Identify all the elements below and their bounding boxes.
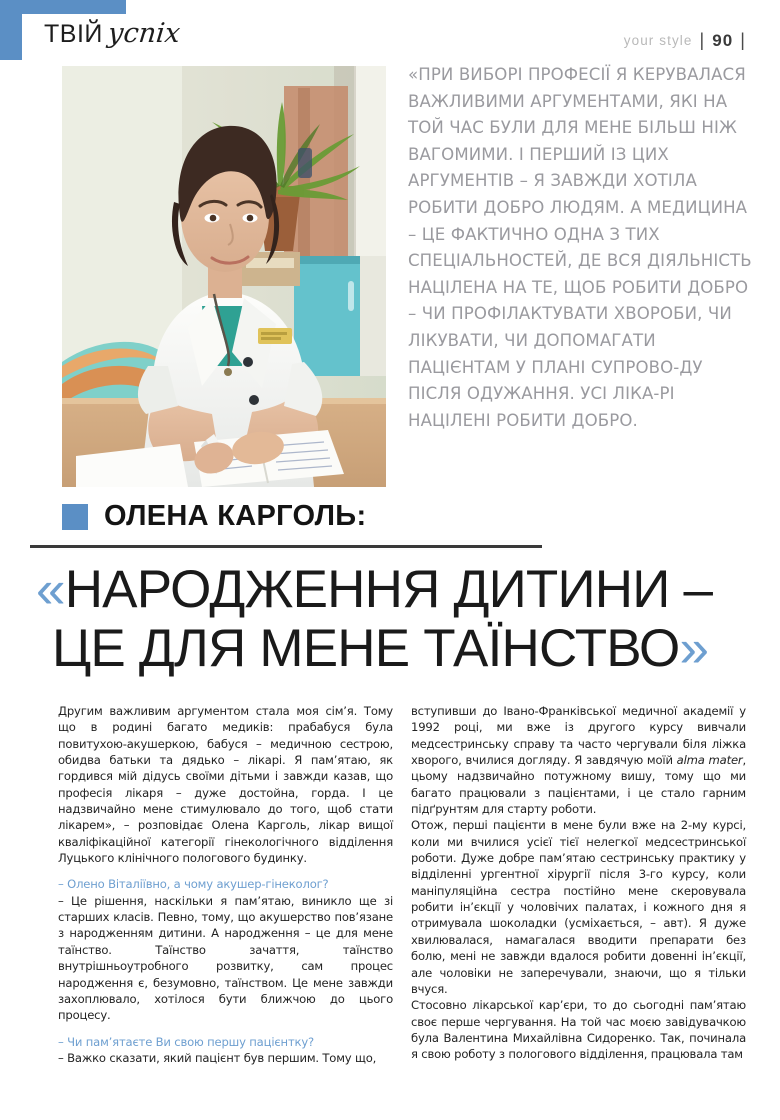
headline-line-2 [36, 619, 752, 678]
paragraph: Отож, перші пацієнти в мене були вже на 2-му курсі, коли ми вчилися усієї тієї нелегкої медсестринської роботи. Дуже добре пам’ятаю сестринську практику у відділенні ургентної хірургії після 3-го курсу, коли маніпуляційна сестра постійно мене скеровувала робити ін’єкції у чоловічих палатах, і кожного дня я отримувала шоколадки (усміхається, – авт). Я дуже хвилювалася, намагалася вводити препарати без болю, мені не завжди вдалося робити довенні ін’єкції, але чоловіки не заперечували, знаючи, що я тільки вчуся. [411, 818, 746, 996]
masthead-main: ТВІЙ [44, 20, 103, 48]
article-body [58, 703, 746, 1093]
folio-bar-left: | [699, 30, 706, 50]
folio-label: your style [623, 33, 693, 48]
paragraph-part-a: вступивши до Івано-Франківської медичної академії у 1992 році, ми вже із другого курсу вивчали медсестринську справу та часто чергували біля ліжка хворого, вчилися догляду. Я завдячую моїй [411, 704, 746, 768]
paragraph: Стосовно лікарської кар’єри, то до сьогодні пам’ятаю своє перше чергування. На той час моєю завідувачкою була Валентина Михайлівна Сидоренко. Так, починала я свою роботу з пологового відділення, працювала там [411, 998, 746, 1062]
paragraph-part-b: , цьому надзвичайно потужному вишу, тому що ми багато працювали з пацієнтами, і це стало гарним підґрунтям для старту роботи. [411, 753, 746, 817]
interview-answer: – Важко сказати, який пацієнт був першим. Тому що, [58, 1050, 377, 1065]
masthead [44, 18, 180, 49]
quote-open-icon: « [36, 560, 65, 619]
headline-text-2: ЦЕ ДЛЯ МЕНЕ ТАЇНСТВО [52, 619, 680, 678]
subject-photo [62, 66, 386, 487]
page-number: 90 [712, 30, 734, 50]
headline-text-1: НАРОДЖЕННЯ ДИТИНИ – [64, 560, 713, 619]
interview-answer: – Це рішення, наскільки я пам’ятаю, виникло ще зі старших класів. Певно, тому, що акушерство пов’язане з народженням дитини. А народження – це для мене таїнство. Таїнство зачаття, таїнство внутрішньоутробного розвитку, сам процес народження є, безумовно, таїнством. Це мене завжди захоплювало, хотілося бути ближчою до цього процесу. [58, 893, 393, 1023]
latin-phrase: alma mater [676, 753, 743, 768]
subject-name: ОЛЕНА КАРГОЛЬ: [104, 500, 367, 532]
paragraph: Другим важливим аргументом стала моя сім’я. Тому що в родині багато медиків: прабабуся була повитухою-акушеркою, бабуся – медичною сестрою, обидва батьки та дядько – лікарі. Я пам’ятаю, як гордився мій дідусь своїми дітьми і завжди казав, що професія лікаря – дуже достойна, горда. І це надзвичайно мене стимулювало до того, щоб стати лікарем», – розповідає Олена Карголь, лікар вищої кваліфікаційної категорії гінекологічного відділення Луцького клінічного пологового будинку. [58, 704, 393, 866]
headline-line-1 [36, 560, 752, 619]
paragraph [411, 703, 746, 817]
article-headline [36, 560, 752, 678]
subject-name-line [62, 500, 366, 533]
square-bullet-icon [62, 504, 88, 530]
photo-illustration [62, 66, 386, 487]
quote-close-icon: » [679, 619, 709, 678]
interview-question: – Олено Віталіївно, а чому акушер-гінеколог? [58, 877, 329, 892]
name-divider [30, 545, 542, 548]
pull-quote [408, 62, 760, 434]
article-column-right [411, 703, 746, 1093]
interview-question: – Чи пам’ятаєте Ви свою першу пацієнтку? [58, 1034, 314, 1049]
article-column-left [58, 703, 393, 1093]
folio-bar-right: | [740, 30, 746, 50]
pull-quote-text: «ПРИ ВИБОРІ ПРОФЕСІЇ Я КЕРУВАЛАСЯ ВАЖЛИВИМИ АРГУМЕНТАМИ, ЯКІ НА ТОЙ ЧАС БУЛИ ДЛЯ МЕНЕ БІЛЬШ НІЖ ВАГОМИМИ. І ПЕРШИЙ ІЗ ЦИХ АРГУМЕНТІВ – Я ЗАВЖДИ ХОТІЛА РОБИТИ ДОБРО ЛЮДЯМ. А МЕДИЦИНА – ЦЕ ФАКТИЧНО ОДНА З ТИХ СПЕЦІАЛЬНОСТЕЙ, ДЕ ВСЯ ДІЯЛЬНІСТЬ НАЦІЛЕНА НА ТЕ, ЩОБ РОБИТИ ДОБРО – ЧИ ПРОФІЛАКТУВАТИ ХВОРОБИ, ЧИ ЛІКУВАТИ, ЧИ ДОПОМАГАТИ ПАЦІЄНТАМ У ПЛАНІ СУПРОВО-ДУ ПІСЛЯ ОДУЖАННЯ. УСІ ЛІКА-РІ НАЦІЛЕНІ РОБИТИ ДОБРО. [408, 65, 752, 430]
corner-accent-left [0, 0, 22, 60]
folio [624, 30, 746, 51]
masthead-script: успіх [106, 18, 182, 49]
